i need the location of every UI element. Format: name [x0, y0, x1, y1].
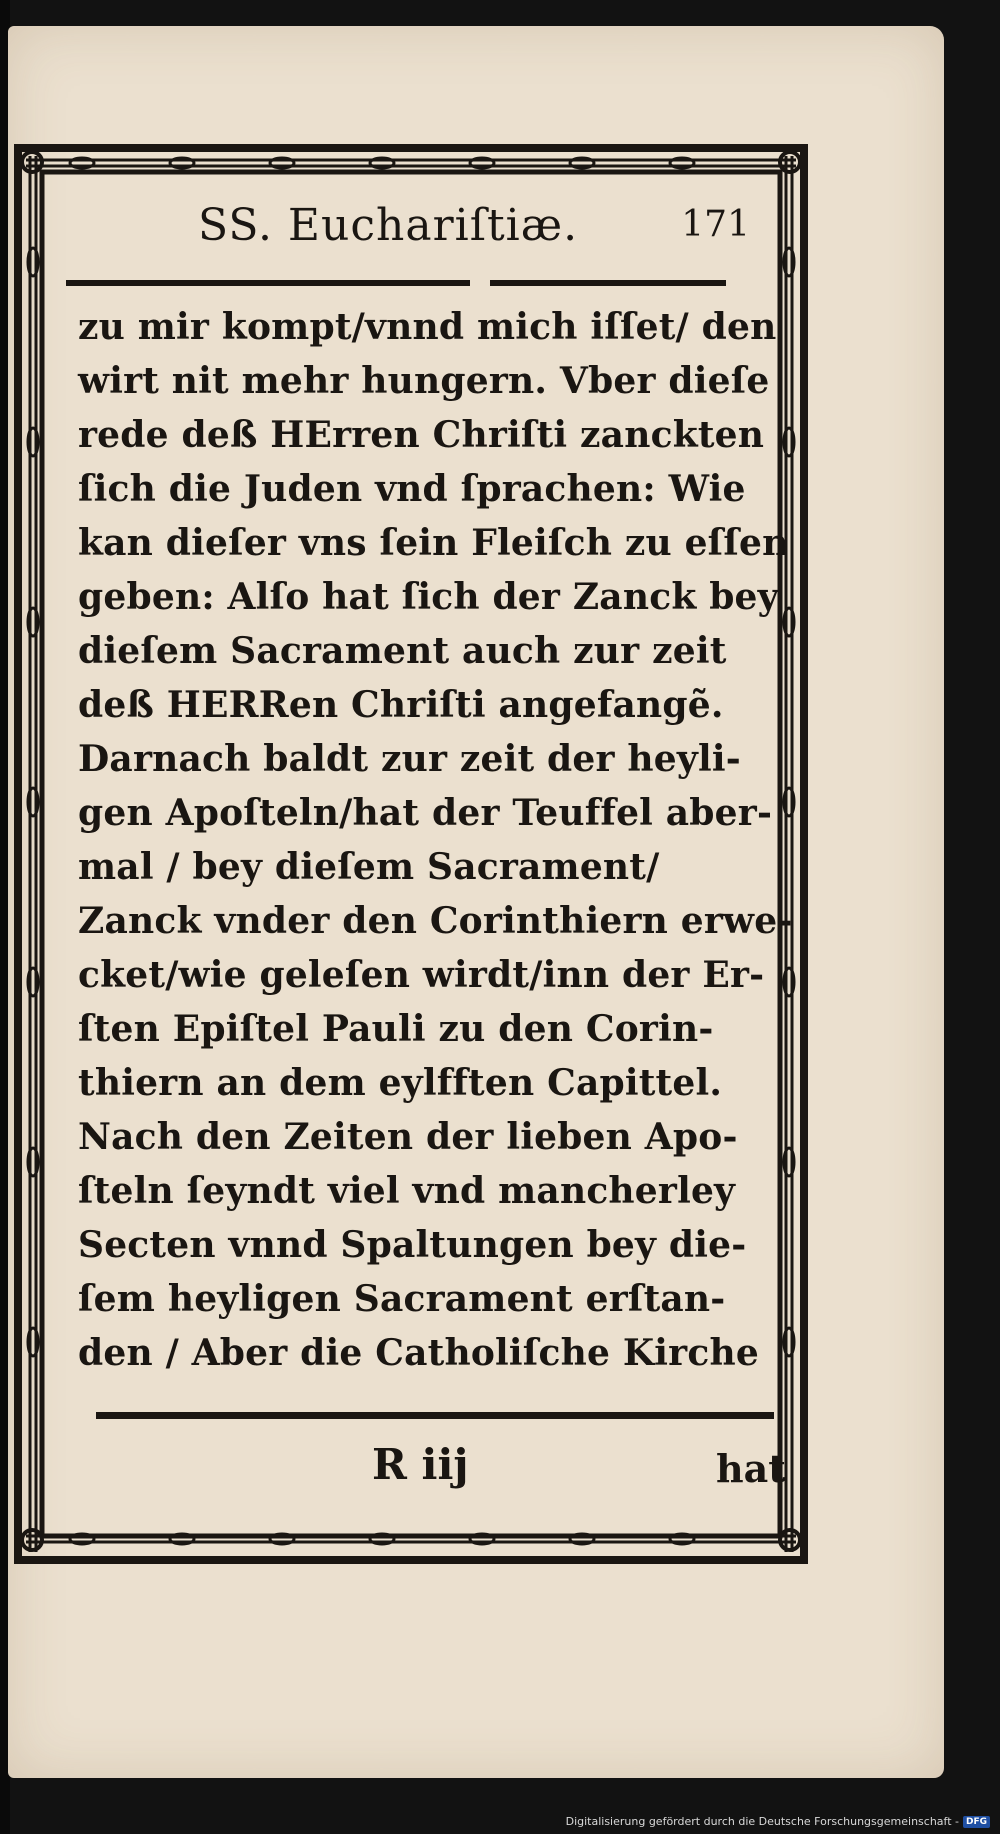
text-line: gen Apoſteln/hat der Teuffel aber-: [78, 792, 773, 834]
text-line: deß HERRen Chriſti angefangẽ.: [78, 684, 724, 726]
text-line: cket/wie geleſen wirdt/inn der Er-: [78, 954, 765, 996]
text-line: ſich die Juden vnd ſprachen: Wie: [78, 468, 746, 510]
digitization-credit: [566, 1815, 990, 1828]
credit-text: Digitalisierung gefördert durch die Deutsche Forschungsgemeinschaft -: [565, 1815, 959, 1828]
text-line: dieſem Sacrament auch zur zeit: [78, 630, 727, 672]
dfg-logo-icon: DFG: [963, 1816, 990, 1828]
text-line: rede deß HErren Chriſti zanckten: [78, 414, 765, 456]
footer-rule: [96, 1412, 774, 1419]
text-line: geben: Alſo hat ſich der Zanck bey: [78, 576, 779, 618]
text-line: ſten Epiſtel Pauli zu den Corin-: [78, 1008, 714, 1050]
text-line: Secten vnnd Spaltungen bey die-: [78, 1224, 747, 1266]
header-rule-left: [66, 280, 470, 286]
header-rule-right: [490, 280, 726, 286]
signature-mark: R iij: [372, 1440, 469, 1489]
text-line: mal / bey dieſem Sacrament/: [78, 846, 660, 888]
text-line: kan dieſer vns ſein Fleiſch zu eſſen: [78, 522, 789, 564]
running-header: [198, 200, 758, 260]
text-line: Nach den Zeiten der lieben Apo-: [78, 1116, 738, 1158]
text-line: thiern an dem eylfften Capittel.: [78, 1062, 723, 1104]
text-line: den / Aber die Catholiſche Kirche: [78, 1332, 759, 1374]
text-line: zu mir kompt/vnnd mich iſſet/ den: [78, 306, 777, 348]
page-number: 171: [681, 204, 750, 245]
text-line: ſem heyligen Sacrament erſtan-: [78, 1278, 726, 1320]
catchword: hat: [716, 1446, 786, 1491]
text-line: Zanck vnder den Corinthiern erwe-: [78, 900, 793, 942]
header-rule: [66, 280, 726, 288]
text-line: ſteln ſeyndt viel vnd mancherley: [78, 1170, 736, 1212]
text-line: Darnach baldt zur zeit der heyli-: [78, 738, 741, 780]
running-title: SS. Euchariſtiæ.: [198, 200, 579, 251]
text-line: wirt nit mehr hungern. Vber dieſe: [78, 360, 770, 402]
body-text: [78, 300, 793, 1380]
